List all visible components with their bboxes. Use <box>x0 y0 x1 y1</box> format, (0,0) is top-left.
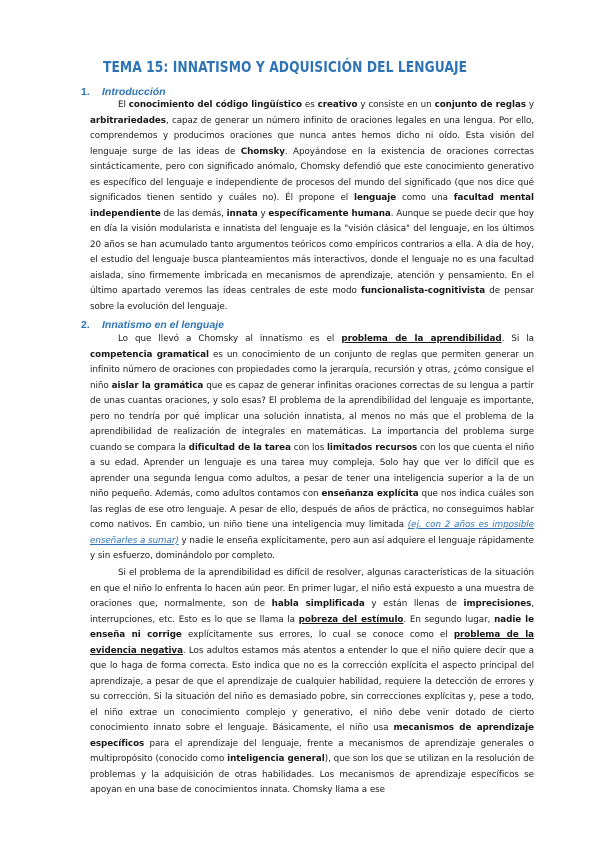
section-title: Innatismo en el lenguaje <box>102 319 224 331</box>
example-note: (ej. con 2 años es imposible enseñarles a sumar) <box>90 520 535 546</box>
document-title: TEMA 15: INNATISMO Y ADQUISICIÓN DEL LENGUAJE <box>103 58 468 76</box>
section-number: 1. <box>81 86 90 98</box>
paragraph-aprendibilidad: Lo que llevó a Chomsky al innatismo es el problema de la aprendibilidad. Si la competencia gramatical es un conocimiento de un conjunto de reglas que permiten generar un infinito número de oraciones con propiedades como la jerarquía, recursión y otras, ¿cómo consigue el niño aislar la gramática que es capaz de generar infinitas oraciones correctas de su lengua a partir de unas cuantas oraciones, y solo esas? El problema de la aprendibilidad del lenguaje es importante, pero no tendría por qué implicar una solución innatista, al menos no más que el problema de la aprendibilidad de realización de integrales en matemáticas. La importancia del problema surge cuando se compara la dificultad de la tarea con los limitados recursos con los que cuenta el niño a su edad. Aprender un lenguaje es una tarea muy compleja. Solo hay que ver lo difícil que es aprender una segunda lengua como adultos, a pesar de tener una inteligencia superior a la de un niño pequeño. Además, como adultos contamos con enseñanza explícita que nos indica cuáles son las reglas de ese otro lenguaje. A pesar de ello, después de años de práctica, no conseguimos hablar como nativos. En cambio, un niño tiene una inteligencia muy limitada (ej. con 2 años es imposible enseñarles a sumar) y nadie le enseña explícitamente, pero aun así adquiere el lenguaje rápidamente y sin esfuerzo, dominándolo por completo. <box>90 334 535 561</box>
section-title: Introducción <box>102 86 166 98</box>
paragraph-introduction: El conocimiento del código lingüístico es creativo y consiste en un conjunto de reglas y arbitrariedades, capaz de generar un número infinito de oraciones legales en una lengua. Por ello, comprendemos y producimos oraciones que nunca antes hemos dicho ni oído. Esta visión del lenguaje surge de las ideas de Chomsky. Apoyándose en la existencia de oraciones correctas sintácticamente, pero con significado anómalo, Chomsky defendió que este conocimiento generativo es específico del lenguaje e independiente de procesos del mundo del significado (que nos dice qué significados tienen sentido y cuáles no). Él propone el lenguaje como una facultad mental independiente de las demás, innata y específicamente humana. Aunque se puede decir que hoy en día la visión modularista e innatista del lenguaje es la "visión clásica" del lenguaje, en los últimos 20 años se han acumulado tanto argumentos teóricos como empíricos contrarios a ella. A día de hoy, el estudio del lenguaje busca planteamientos más interactivos, donde el lenguaje no es una facultad aislada, sino firmemente imbricada en mecanismos de aprendizaje, atención y pensamiento. En el último apartado veremos las ideas centrales de este modo funcionalista-cognitivista de pensar sobre la evolución del lenguaje. <box>90 100 535 312</box>
section-heading-1 <box>81 86 166 98</box>
section-heading-2 <box>81 319 224 331</box>
paragraph-pobreza-estimulo: Si el problema de la aprendibilidad es difícil de resolver, algunas características de la situación en que el niño lo enfrenta lo hacen aún peor. En primer lugar, el niño está expuesto a una muestra de oraciones que, normalmente, son de habla simplificada y están llenas de imprecisiones, interrupciones, etc. Esto es lo que se llama la pobreza del estímulo. En segundo lugar, nadie le enseña ni corrige explícitamente sus errores, lo cual se conoce como el problema de la evidencia negativa. Los adultos estamos más atentos a entender lo que el niño quiere decir que a que lo haga de forma correcta. Esto indica que no es la corrección explícita el aspecto principal del aprendizaje, a pesar de que el aprendizaje de cualquier habilidad, requiere la detección de errores y su corrección. Si la situación del niño es demasiado pobre, sin correcciones explícitas y, pese a todo, el niño extrae un conocimiento complejo y generativo, el niño debe venir dotado de cierto conocimiento innato sobre el lenguaje. Básicamente, el niño usa mecanismos de aprendizaje específicos para el aprendizaje del lenguaje, frente a mecanismos de aprendizaje generales o multipropósito (conocido como inteligencia general), que son los que se utilizan en la resolución de problemas y la adquisición de otras habilidades. Los mecanismos de aprendizaje específicos se apoyan en una base de conocimientos innata. Chomsky llama a ese <box>90 568 534 795</box>
section-number: 2. <box>81 319 90 331</box>
